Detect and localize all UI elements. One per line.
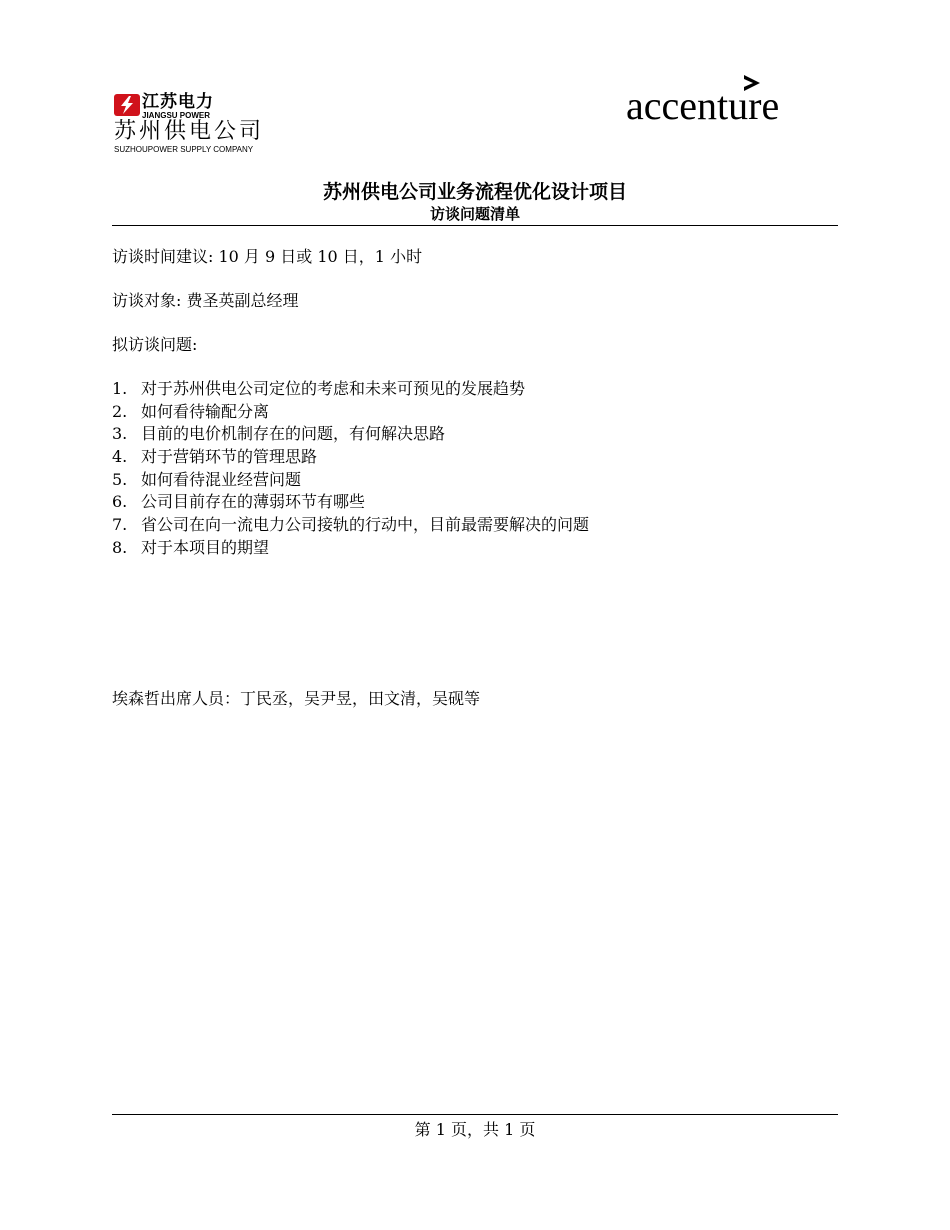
question-list — [112, 378, 589, 560]
header-divider — [112, 225, 838, 226]
list-item — [112, 514, 589, 537]
list-item-text: 如何看待混业经营问题 — [141, 469, 302, 489]
list-item-text: 如何看待输配分离 — [141, 401, 270, 421]
document-subtitle: 访谈问题清单 — [429, 205, 520, 223]
accenture-wordmark: accenture — [626, 83, 780, 128]
list-item — [112, 378, 589, 401]
brand-name-en: JIANGSU POWER — [142, 111, 211, 120]
list-item-text: 目前的电价机制存在的问题，有何解决思路 — [141, 424, 446, 444]
list-item-text: 公司目前存在的薄弱环节有哪些 — [141, 492, 366, 512]
brand-name-cn: 江苏电力 — [142, 92, 214, 112]
list-item-number: 3. — [112, 424, 128, 444]
list-item-text: 省公司在向一流电力公司接轨的行动中，目前最需要解决的问题 — [141, 515, 590, 535]
questions-heading: 拟访谈问题: — [112, 335, 198, 354]
list-item — [112, 423, 589, 446]
list-item-text: 对于苏州供电公司定位的考虑和未来可预见的发展趋势 — [141, 379, 526, 398]
list-item — [112, 491, 589, 514]
list-item-number: 2. — [112, 401, 128, 421]
list-item — [112, 469, 589, 492]
footer-divider — [112, 1114, 838, 1115]
list-item-number: 8. — [112, 537, 128, 557]
suzhou-power-logo — [112, 92, 292, 158]
list-item — [112, 401, 589, 424]
company-name-en: SUZHOUPOWER SUPPLY COMPANY — [114, 145, 254, 154]
list-item-text: 对于本项目的期望 — [141, 537, 270, 557]
jiangsu-power-mark-icon — [114, 94, 140, 116]
list-item-number: 6. — [112, 492, 128, 512]
page-number: 第 1 页，共 1 页 — [414, 1120, 536, 1139]
accenture-logo — [622, 74, 834, 130]
list-item — [112, 537, 589, 560]
list-item-number: 1. — [112, 379, 128, 398]
interview-time: 访谈时间建议: 10 月 9 日或 10 日，1 小时 — [112, 247, 423, 266]
document-title: 苏州供电公司业务流程优化设计项目 — [322, 181, 627, 203]
list-item-number: 4. — [112, 447, 128, 467]
list-item-text: 对于营销环节的管理思路 — [141, 447, 318, 467]
list-item-number: 7. — [112, 515, 128, 535]
interviewee: 访谈对象: 费圣英副总经理 — [112, 291, 299, 310]
attendees: 埃森哲出席人员：丁民丞，吴尹昱，田文清，吴砚等 — [112, 689, 481, 708]
list-item — [112, 446, 589, 469]
list-item-number: 5. — [112, 469, 128, 489]
company-name-cn: 苏州供电公司 — [114, 119, 265, 144]
